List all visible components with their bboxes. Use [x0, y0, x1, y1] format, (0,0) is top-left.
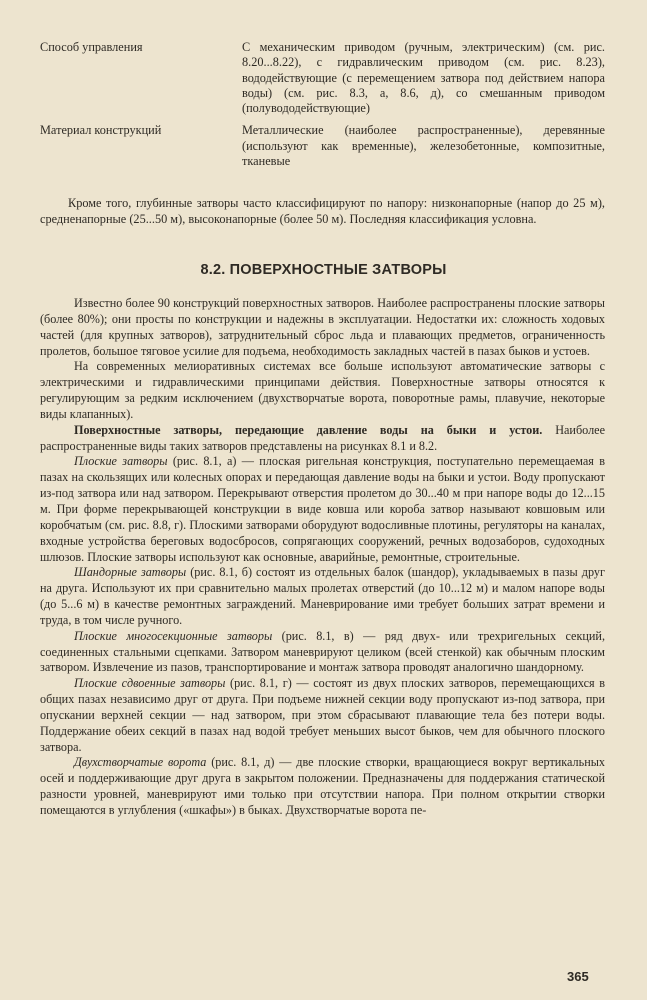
paragraph-text: (рис. 8.1, г) — состоят из двух плоских затворов, перемещающихся в общих пазах независимо друг от друга. При подъеме нижней секции воду пропускают из-под затвора, при опускании верхней секции — над затвором, при этом сбрасывают плавающие тела без потери воды. Поддержание обеих секций в пазах над водой требует меньших высот быков, чем для обычного плоского затвора. [40, 676, 605, 754]
page-number: 365 [567, 969, 589, 984]
paragraph [40, 755, 605, 818]
classification-table [40, 40, 605, 176]
definition-row [40, 40, 605, 116]
intro-paragraph: Кроме того, глубинные затворы часто классифицируют по напору: низконапорные (напор до 25 м), средненапорные (25...50 м), высоконапорные (более 50 м). Последняя классификация условна. [40, 196, 605, 226]
paragraph-text: (рис. 8.1, а) — плоская ригельная конструкция, поступательно перемещаемая в пазах на скользящих или колесных опорах и передающая давление воды на быки и устои. Воду пропускают из-под затвора или над затвором. Перекрывают отверстия пролетом до 30...40 м при напоре воды до 12...15 м. При форме перекрывающей конструкции в виде ковша или короба затвор называют ковшовым или коробчатым (см. рис. 8.8, г). Плоскими затворами оборудуют водосливные плотины, регуляторы на каналах, входные устройства береговых водосбросов, сопрягающих сооружений, речных водозаборов, судоходных шлюзов. Плоские затворы используют как основные, аварийные, ремонтные, строительные. [40, 454, 605, 564]
paragraph [40, 454, 605, 565]
paragraph [40, 629, 605, 677]
gate-type-term: Плоские сдвоенные затворы [74, 676, 226, 691]
definition-description: Металлические (наиболее распространенные), деревянные (используют как временные), железобетонные, композитные, тканевые [242, 123, 605, 169]
gate-type-term: Плоские многосекционные затворы [74, 628, 273, 643]
definition-row [40, 123, 605, 169]
paragraph [40, 676, 605, 755]
paragraph [40, 359, 605, 422]
paragraph-text: (рис. 8.1, б) состоят из отдельных балок (шандор), укладываемых в пазы друг на друга. Используют их при сравнительно малых пролетах отверстий (до 10...12 м) и малом напоре воды (до 5...6 м) в качестве ремонтных заграждений. Маневрирование ими требует больших затрат времени и труда, в том числе ручного. [40, 565, 605, 627]
definition-term: Способ управления [40, 40, 143, 54]
paragraph [40, 423, 605, 455]
paragraph [40, 296, 605, 359]
paragraph-lead: Поверхностные затворы, передающие давление воды на быки и устои. [74, 422, 543, 437]
definition-term: Материал конструкций [40, 123, 162, 138]
paragraph-text: Наиболее распространенные виды таких затворов представлены на рисунках 8.1 и 8.2. [40, 422, 605, 453]
gate-type-term: Плоские затворы [74, 454, 168, 469]
section-body [40, 296, 605, 819]
paragraph [40, 565, 605, 628]
gate-type-term: Двухстворчатые ворота [74, 755, 207, 770]
paragraph-text: На современных мелиоративных системах все больше используют автоматические затворы с электрическими и гидравлическими принципами действия. Поверхностные затворы относятся к регулирующим за редким исключением (двухстворчатые ворота, поворотные рамы, плавучие, некоторые виды клапанных). [40, 359, 605, 421]
paragraph-text: (рис. 8.1, д) — две плоские створки, вращающиеся вокруг вертикальных осей и поддерживающие друг друга в закрытом положении. Предназначены для поддержания статической разности уровней, маневрируют ими только при отсутствии напора. При полном открытии створки помещаются в углубления («шкафы») в быках. Двухстворчатые ворота пе- [40, 755, 606, 817]
paragraph-text: Известно более 90 конструкций поверхностных затворов. Наиболее распространены плоские затворы (более 80%); они просты по конструкции и надежны в эксплуатации. Недостатки их: сложность ходовых частей (для крупных затворов), затруднительный сброс льда и плавающих предметов, ограниченность пролетов, большое тяговое усилие для подъема, необходимость закладных частей в пазах быков и устоев. [40, 296, 605, 358]
section-title: 8.2. ПОВЕРХНОСТНЫЕ ЗАТВОРЫ [200, 262, 447, 278]
definition-description: С механическим приводом (ручным, электрическим) (см. рис. 8.20...8.22), с гидравлическим приводом (см. рис. 8.23), вододействующие (с перемещением затвора под действием напора воды) (см. рис. 8.3, а, 8.6, д), со смешанным приводом (полувододействующие) [242, 40, 605, 116]
gate-type-term: Шандорные затворы [74, 565, 187, 580]
paragraph-text: (рис. 8.1, в) — ряд двух- или трехригельных секций, соединенных стальными сцепками. Затвором маневрируют целиком (всей стенкой) как обычным плоским затвором. Извлечение из пазов, транспортирование и монтаж затвора проводят аналогично шандорному. [40, 628, 605, 675]
